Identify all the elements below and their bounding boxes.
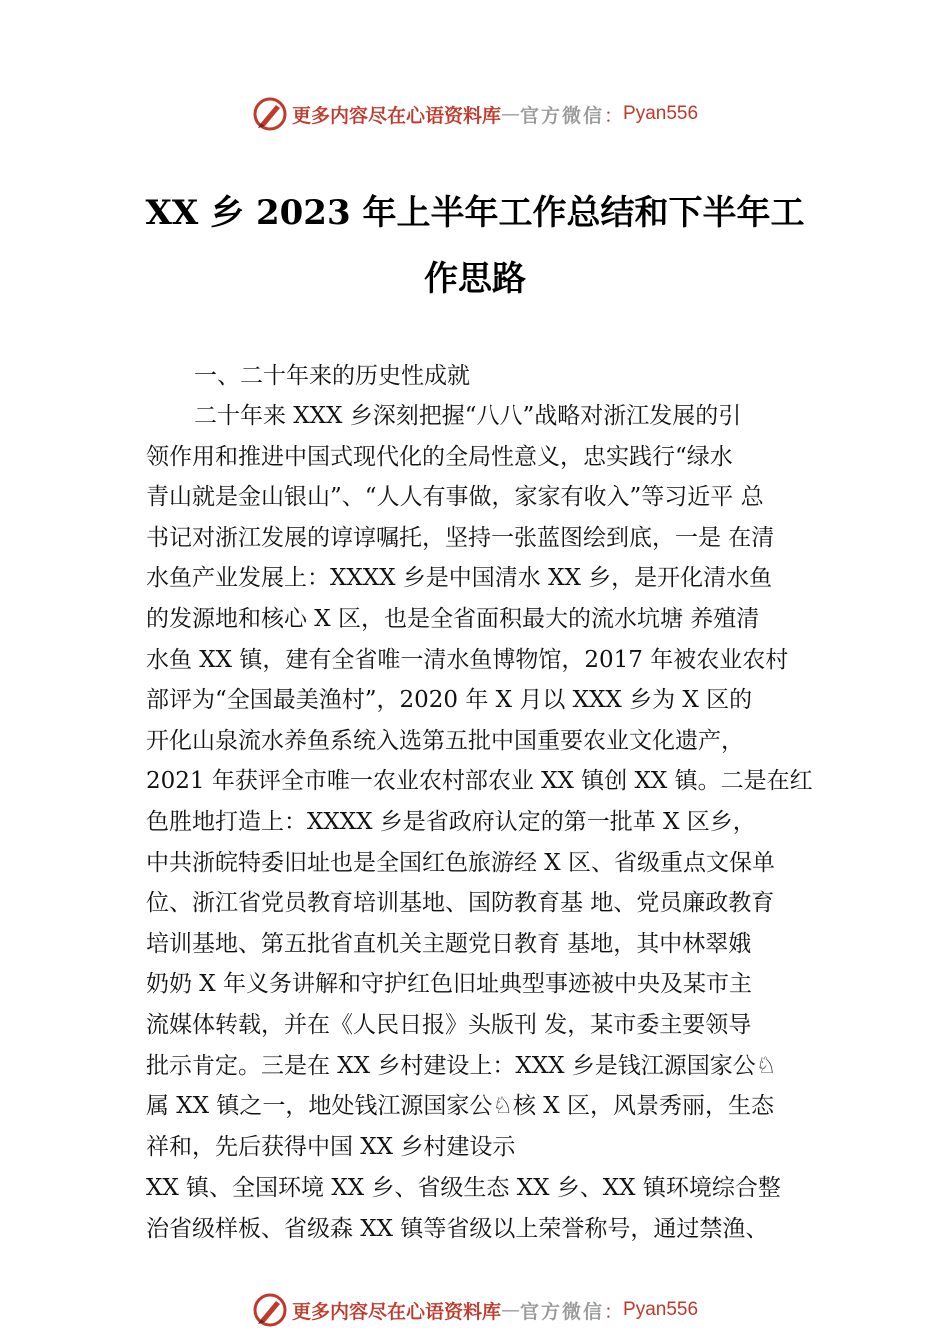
text-line: 2021 年获评全市唯一农业农村部农业 XX 镇创 XX 镇。二是在红 [146, 768, 813, 795]
watermark-colon: ： [604, 104, 624, 127]
text-line: 批示肯定。三是在 XX 乡村建设上：XXX 乡是钱江源国家公♘ [146, 1052, 777, 1079]
text-line: XX 镇、全国环境 XX 乡、省级生态 XX 乡、XX 镇环境综合整 [146, 1175, 781, 1201]
watermark-wechat-label: 官方微信 [519, 1300, 604, 1323]
text-line: 祥和，先后获得中国 XX 乡村建设示 [146, 1133, 516, 1160]
text-line: 奶奶 X 年义务讲解和守护红色旧址典型事迹被中央及某市主 [146, 971, 752, 998]
pen-seal-icon [252, 1292, 288, 1328]
text-line: 培训基地、第五批省直机关主题党日教育 基地，其中林翠娥 [146, 930, 752, 957]
watermark-wechat-id: Pyan556 [623, 1299, 699, 1320]
text-line: 书记对浙江发展的谆谆嘱托，坚持一张蓝图绘到底，一是 在清 [146, 524, 775, 551]
text-line: 属 XX 镇之一，地处钱江源国家公♘核 X 区，风景秀丽，生态 [146, 1093, 774, 1120]
watermark-colon: ： [604, 1300, 624, 1323]
pen-seal-icon [252, 96, 288, 132]
text-line: 水鱼 XX 镇，建有全省唯一清水鱼博物馆，2017 年被农业农村 [146, 646, 789, 673]
document-title [120, 180, 830, 312]
title-line: 作思路 [424, 259, 526, 299]
body-paragraph-1 [146, 396, 836, 1167]
watermark-slogan: 更多内容尽在心语资料库 [291, 104, 501, 127]
watermark-dash: — [500, 1299, 520, 1321]
watermark-footer [0, 1290, 950, 1330]
watermark-dash: — [500, 103, 520, 125]
section-heading: 一、二十年来的历史性成就 [194, 363, 470, 389]
text-line: 开化山泉流水养鱼系统入选第五批中国重要农业文化遗产， [146, 727, 744, 754]
body-paragraph-2 [146, 1168, 836, 1249]
watermark-header [0, 94, 950, 134]
text-line: 流媒体转载，并在《人民日报》头版刊 发，某市委主要领导 [146, 1011, 752, 1038]
text-line: 水鱼产业发展上：XXXX 乡是中国清水 XX 乡，是开化清水鱼 [146, 565, 773, 592]
text-line: 位、浙江省党员教育培训基地、国防教育基 地、党员廉政教育 [146, 890, 775, 917]
text-line: 色胜地打造上：XXXX 乡是省政府认定的第一批革 X 区乡， [146, 808, 756, 835]
text-line: 青山就是金山银山”、“人人有事做，家家有收入”等习近平 总 [146, 484, 764, 511]
text-line: 二十年来 XXX 乡深刻把握“八八”战略对浙江发展的引 [194, 403, 742, 429]
text-line: 领作用和推进中国式现代化的全局性意义，忠实践行“绿水 [146, 443, 733, 470]
text-line: 部评为“全国最美渔村”，2020 年 X 月以 XXX 乡为 X 区的 [146, 687, 753, 714]
text-line: 治省级样板、省级森 XX 镇等省级以上荣誉称号，通过禁渔、 [146, 1215, 769, 1242]
watermark-slogan: 更多内容尽在心语资料库 [291, 1300, 501, 1323]
text-line: 的发源地和核心 X 区，也是全省面积最大的流水坑塘 养殖清 [146, 605, 760, 632]
text-line: 中共浙皖特委旧址也是全国红色旅游经 X 区、省级重点文保单 [146, 849, 775, 876]
watermark-wechat-id: Pyan556 [623, 103, 699, 124]
title-line: XX 乡 2023 年上半年工作总结和下半年工 [145, 193, 805, 233]
watermark-wechat-label: 官方微信 [519, 104, 604, 127]
